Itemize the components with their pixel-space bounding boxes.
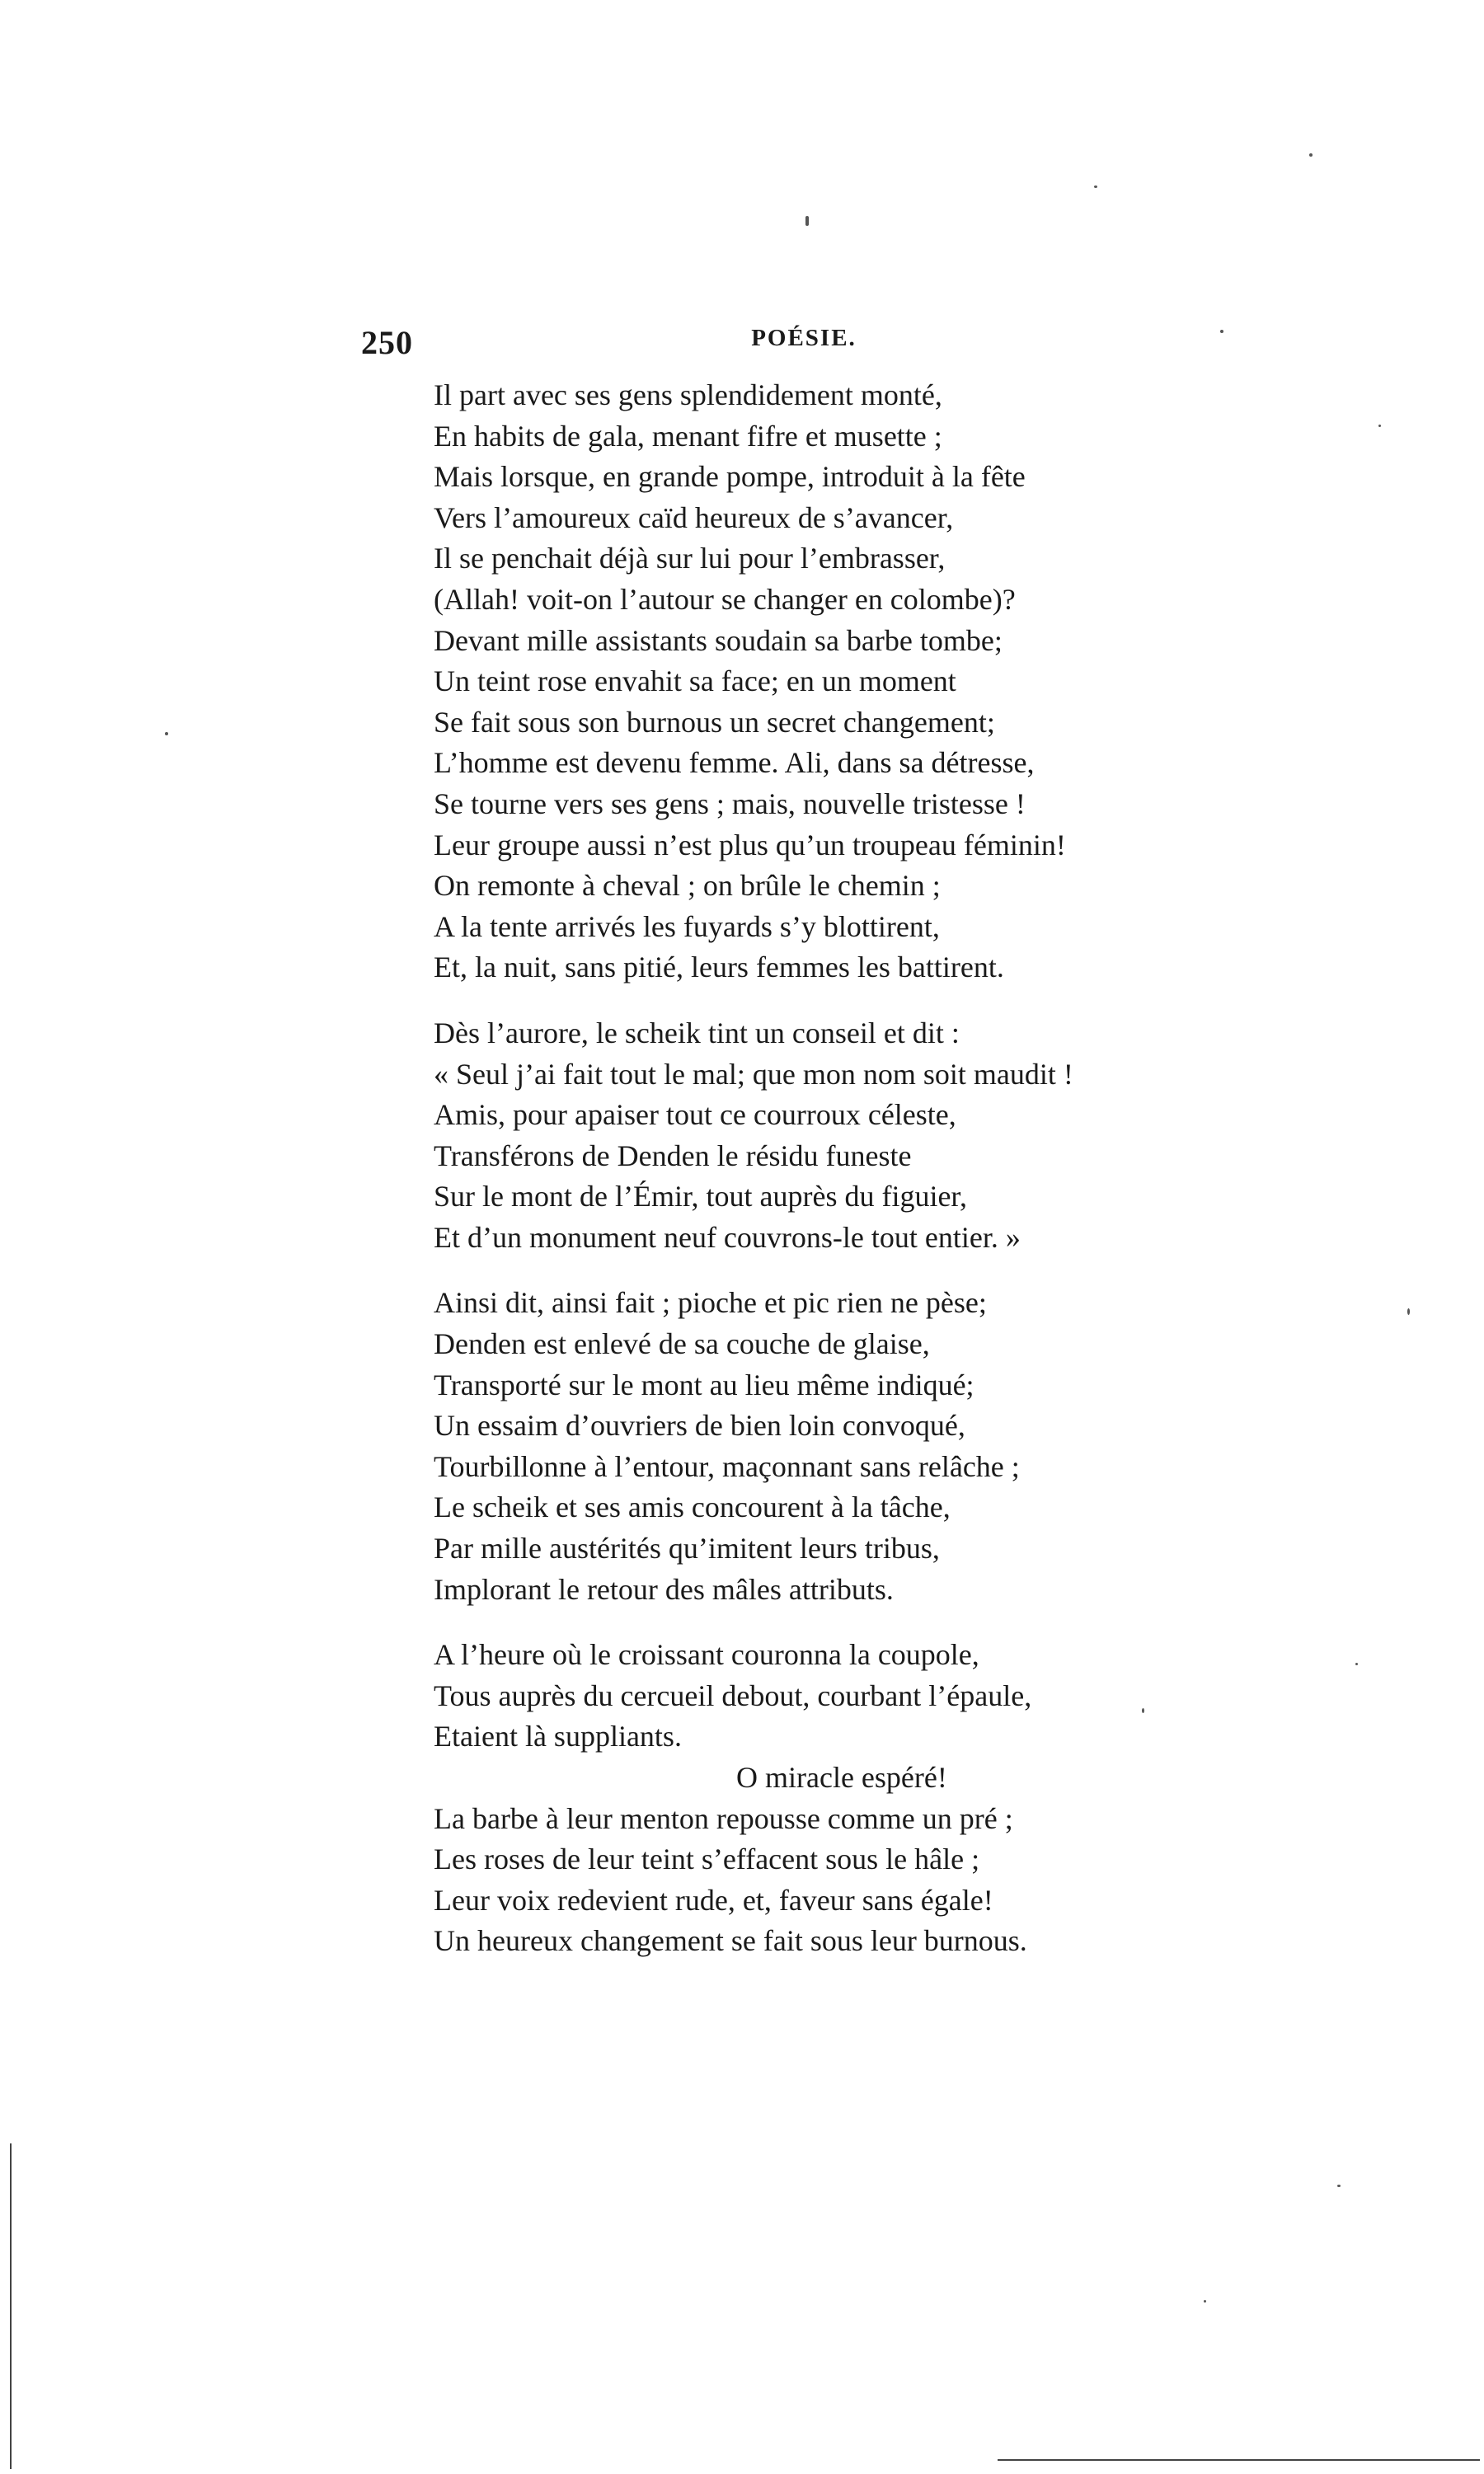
- scan-speck: [1220, 330, 1223, 333]
- verse-line: En habits de gala, menant fifre et musette ;: [434, 419, 942, 453]
- scan-speck: [1355, 1663, 1358, 1665]
- verse-line: Implorant le retour des mâles attributs.: [434, 1572, 894, 1606]
- verse-line: Transférons de Denden le résidu funeste: [434, 1138, 912, 1172]
- stanza: [434, 375, 1176, 988]
- verse-line: Tous auprès du cercueil debout, courbant l’épaule,: [434, 1678, 1032, 1712]
- scan-speck: [1337, 2185, 1341, 2187]
- scan-edge-left: [10, 2143, 12, 2469]
- verse-line: O miracle espéré!: [736, 1761, 947, 1794]
- verse-line: Leur groupe aussi n’est plus qu’un troupeau féminin!: [434, 828, 1066, 861]
- stanza: [434, 1283, 1176, 1610]
- verse-line: L’homme est devenu femme. Ali, dans sa détresse,: [434, 746, 1035, 780]
- verse-line: Transporté sur le mont au lieu même indiqué;: [434, 1368, 974, 1401]
- verse-line: Il part avec ses gens splendidement monté,: [434, 378, 942, 411]
- page-number: 250: [361, 324, 413, 361]
- scan-speck: [165, 732, 168, 735]
- verse-line: Ainsi dit, ainsi fait ; pioche et pic rien ne pèse;: [434, 1286, 987, 1320]
- scan-speck: [1309, 153, 1313, 157]
- verse-line: Un essaim d’ouvriers de bien loin convoqué,: [434, 1409, 965, 1443]
- verse-line: (Allah! voit-on l’autour se changer en colombe)?: [434, 582, 1016, 616]
- verse-line: A la tente arrivés les fuyards s’y blottirent,: [434, 909, 940, 943]
- scan-speck: [1142, 1708, 1144, 1713]
- verse-line: Les roses de leur teint s’effacent sous le hâle ;: [434, 1843, 980, 1876]
- scan-speck: [1378, 425, 1381, 427]
- verse-line: Etaient là suppliants.: [434, 1720, 682, 1753]
- verse-line: A l’heure où le croissant couronna la coupole,: [434, 1638, 979, 1672]
- verse-line: Amis, pour apaiser tout ce courroux céleste,: [434, 1098, 956, 1132]
- verse-line: Leur voix redevient rude, et, faveur sans égale!: [434, 1883, 993, 1917]
- verse-line: Denden est enlevé de sa couche de glaise,: [434, 1327, 930, 1361]
- verse-line: Et, la nuit, sans pitié, leurs femmes les battirent.: [434, 951, 1004, 984]
- scan-speck: [1407, 1308, 1410, 1315]
- scan-speck: [805, 216, 809, 226]
- verse-line: Sur le mont de l’Émir, tout auprès du figuier,: [434, 1180, 967, 1214]
- scan-speck: [1204, 2300, 1206, 2303]
- verse-line: Un heureux changement se fait sous leur burnous.: [434, 1924, 1027, 1958]
- verse-line: Tourbillonne à l’entour, maçonnant sans relâche ;: [434, 1449, 1020, 1483]
- poem: [434, 375, 1176, 1987]
- verse-line: On remonte à cheval ; on brûle le chemin ;: [434, 869, 941, 903]
- verse-line: Par mille austérités qu’imitent leurs tribus,: [434, 1532, 940, 1566]
- verse-line: Et d’un monument neuf couvrons-le tout entier. »: [434, 1220, 1021, 1254]
- stanza: [434, 1013, 1176, 1259]
- scan-edge-bottom: [998, 2459, 1480, 2461]
- verse-line: « Seul j’ai fait tout le mal; que mon nom soit maudit !: [434, 1057, 1073, 1091]
- verse-line: La barbe à leur menton repousse comme un pré ;: [434, 1801, 1013, 1835]
- verse-line: Le scheik et ses amis concourent à la tâche,: [434, 1491, 951, 1524]
- stanza: [434, 1635, 1176, 1962]
- verse-line: Se tourne vers ses gens ; mais, nouvelle tristesse !: [434, 786, 1026, 820]
- verse-line: Vers l’amoureux caïd heureux de s’avancer,: [434, 500, 954, 534]
- verse-line: Mais lorsque, en grande pompe, introduit à la fête: [434, 460, 1026, 494]
- verse-line: Dès l’aurore, le scheik tint un conseil et dit :: [434, 1016, 960, 1049]
- verse-line: Devant mille assistants soudain sa barbe tombe;: [434, 623, 1003, 657]
- running-head: POÉSIE.: [751, 325, 857, 351]
- verse-line: Un teint rose envahit sa face; en un moment: [434, 664, 956, 698]
- verse-line: Il se penchait déjà sur lui pour l’embrasser,: [434, 542, 946, 575]
- verse-line: Se fait sous son burnous un secret changement;: [434, 705, 995, 739]
- scan-speck: [1094, 185, 1097, 188]
